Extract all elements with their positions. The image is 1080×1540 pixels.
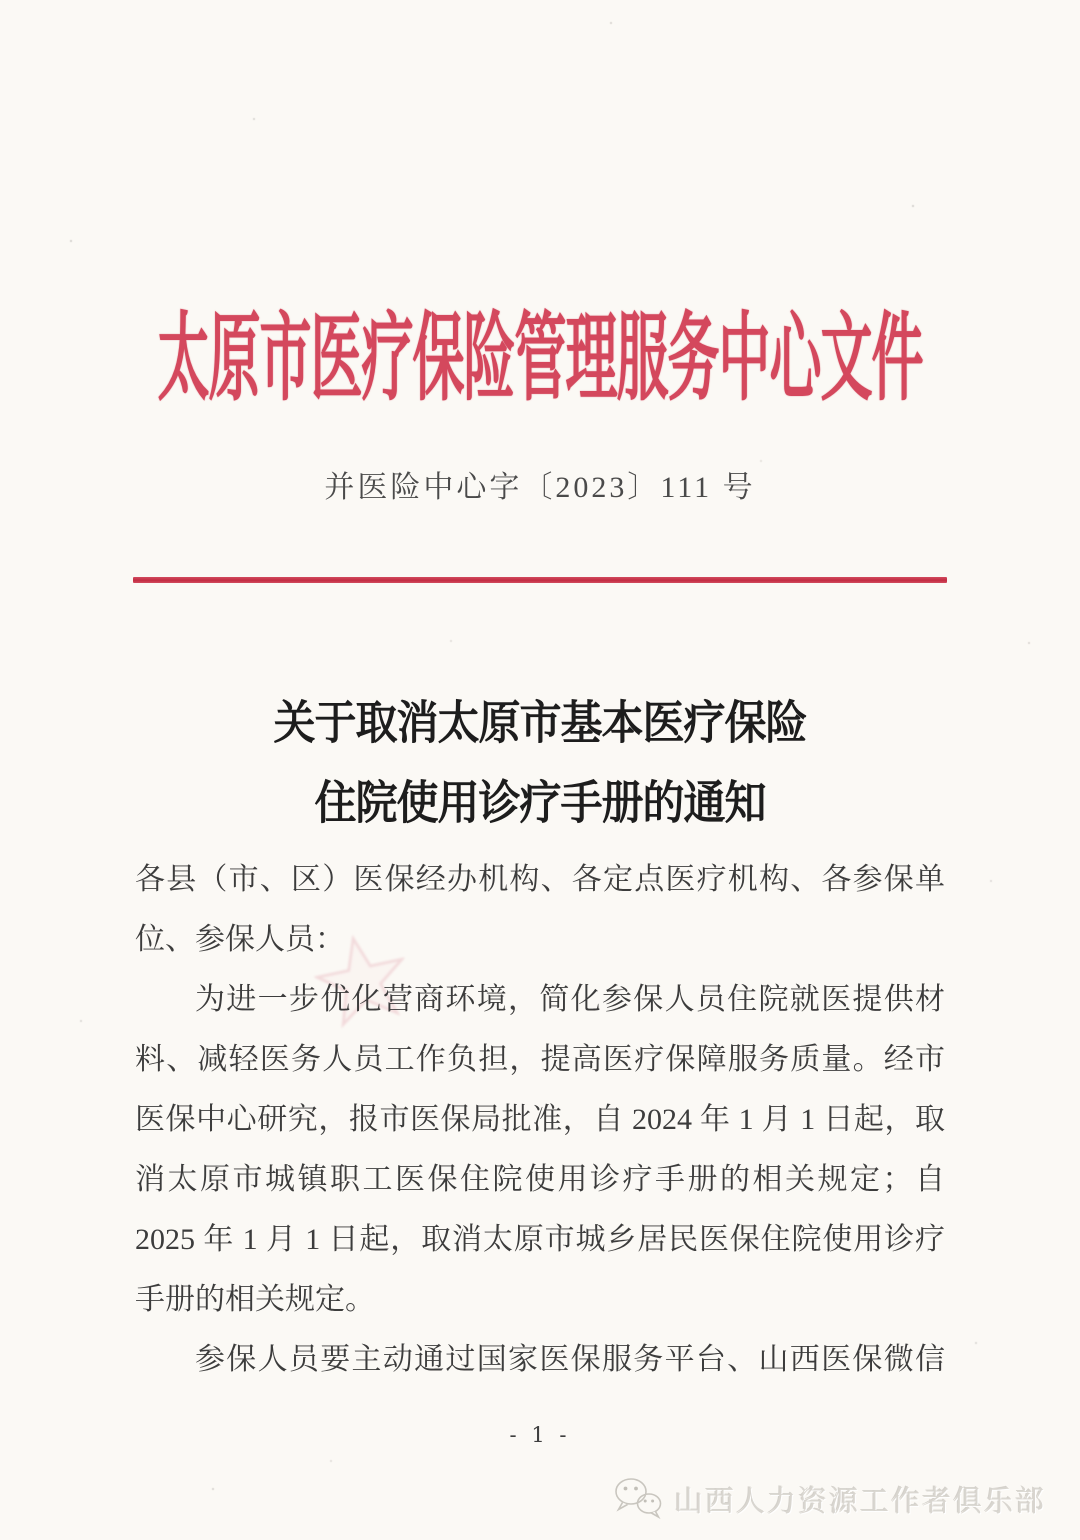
body-line-9: 参保人员要主动通过国家医保服务平台、山西医保微信 xyxy=(195,1343,945,1376)
body-line-2: 位、参保人员： xyxy=(135,923,345,956)
body-line-8: 手册的相关规定。 xyxy=(135,1283,375,1316)
notice-title-line1-text: 关于取消太原市基本医疗保险 xyxy=(273,698,807,750)
body-line-1: 各县（市、区）医保经办机构、各定点医疗机构、各参保单 xyxy=(135,863,945,896)
red-divider-line xyxy=(133,577,947,583)
notice-body xyxy=(135,850,945,1390)
body-line-7: 2025 年 1 月 1 日起，取消太原市城乡居民医保住院使用诊疗 xyxy=(135,1223,945,1256)
wechat-icon xyxy=(612,1476,664,1522)
body-line-4: 料、减轻医务人员工作负担，提高医疗保障服务质量。经市 xyxy=(135,1043,945,1076)
notice-title-line2 xyxy=(0,764,1080,844)
body-line-5: 医保中心研究，报市医保局批准，自 2024 年 1 月 1 日起，取 xyxy=(135,1103,945,1136)
scan-noise xyxy=(0,0,2,2)
letterhead-title: 太原市医疗保险管理服务中心文件 xyxy=(157,307,923,413)
body-line-6: 消太原市城镇职工医保住院使用诊疗手册的相关规定；自 xyxy=(135,1163,945,1196)
doc-number: 并医险中心字〔2023〕111 号 xyxy=(324,471,756,504)
watermark-footer xyxy=(612,1476,1046,1522)
watermark-text: 山西人力资源工作者俱乐部 xyxy=(673,1485,1046,1518)
body-line-3: 为进一步优化营商环境，简化参保人员住院就医提供材 xyxy=(195,983,945,1016)
notice-title-line2-text: 住院使用诊疗手册的通知 xyxy=(314,778,766,830)
notice-title xyxy=(0,684,1080,844)
page-number: - 1 - xyxy=(509,1423,571,1447)
notice-title-line1 xyxy=(0,684,1080,764)
letterhead xyxy=(0,292,1080,413)
